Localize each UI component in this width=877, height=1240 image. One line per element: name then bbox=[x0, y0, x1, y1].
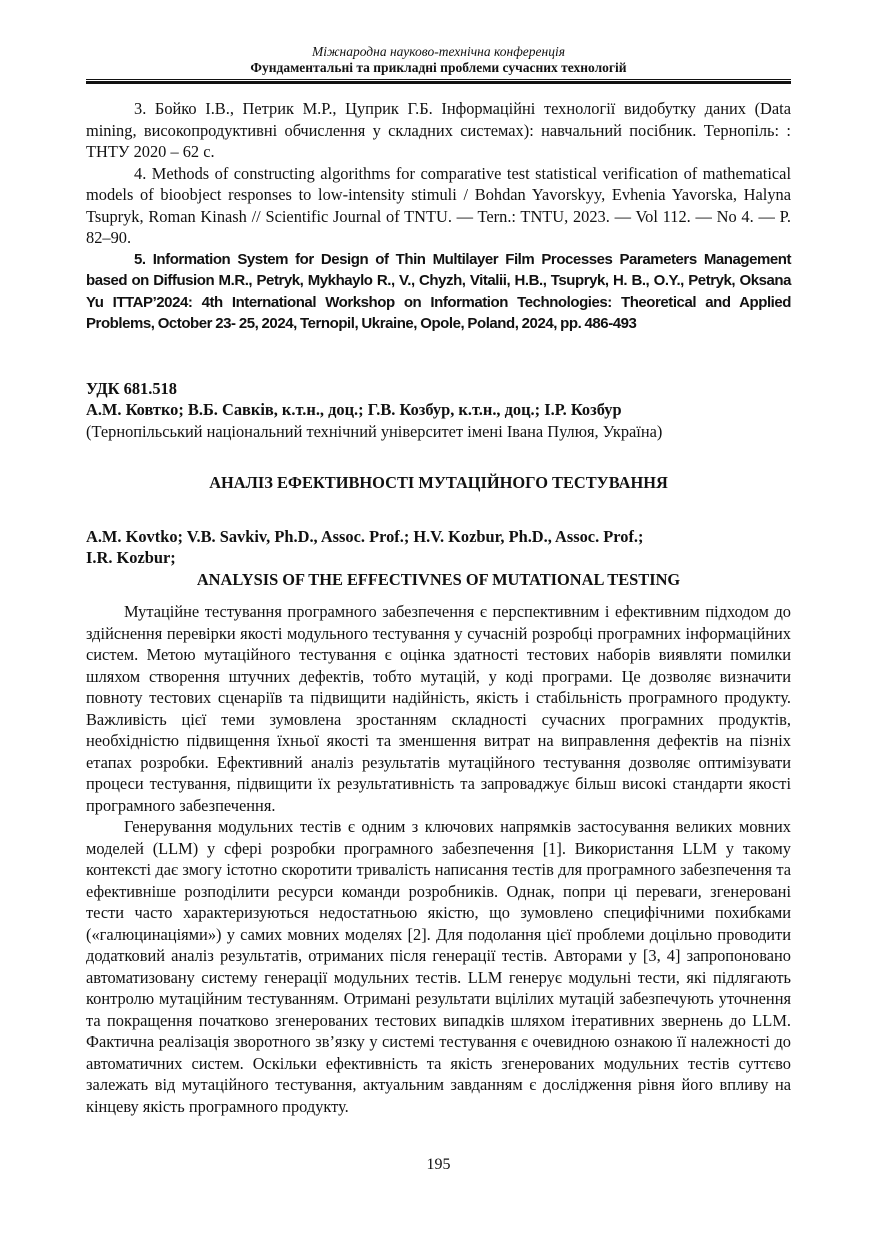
article-body bbox=[86, 601, 791, 1117]
body-paragraph: Мутаційне тестування програмного забезпечення є перспективним і ефективним підходом до здійснення перевірки якості модульного тестування у сучасній розробці програмних інформаційних систем. Метою мутаційного тестування є оцінка здатності тестових наборів виявляти помилки шляхом створення штучних дефектів, тобто мутацій, у коді програми. Це дозволяє визначити повноту тестових сценаріїв та підвищити надійність, якість і стабільність програмного продукту. Важливість цієї теми зумовлена зростанням складності сучасних програмних продуктів, необхідністю підвищення їхньої якості та зменшення витрат на виправлення дефектів на пізніх етапах розробки. Ефективний аналіз результатів мутаційного тестування дозволяє оптимізувати процеси тестування, підвищити їх результативність та запроваджує більш високі стандарти якості програмного забезпечення. bbox=[86, 602, 791, 815]
authors-english-line1: A.M. Kovtko; V.B. Savkiv, Ph.D., Assoc. Prof.; H.V. Kozbur, Ph.D., Assoc. Prof.; bbox=[86, 526, 644, 546]
header-rule-thin bbox=[86, 79, 791, 80]
reference-item: 5. Information System for Design of Thin Multilayer Film Processes Parameters Management based on Diffusion M.R., Petryk, Mykhaylo R., V., Chyzh, Vitalii, H.B., Tsupryk, H. B., O.Y., Petryk, Oksana Yu ITTAP’2024: 4th International Workshop on Information Technologies: Theoretical and Applied Problems, October 23- 25, 2024, Ternopil, Ukraine, Opole, Poland, 2024, pp. 486-493 bbox=[86, 250, 791, 332]
main-text-column bbox=[86, 98, 791, 1117]
conference-name: Міжнародна науково-технічна конференція bbox=[311, 44, 566, 59]
header-rule-thick bbox=[86, 81, 791, 84]
affiliation: (Тернопільський національний технічний університет імені Івана Пулюя, Україна) bbox=[86, 421, 663, 441]
article-header bbox=[86, 378, 791, 591]
reference-item: 3. Бойко І.В., Петрик М.Р., Цуприк Г.Б. Інформаційні технології видобутку даних (Data mining, високопродуктивні обчислення у складних системах): навчальний посібник. Тернопіль: : ТНТУ 2020 – 62 с. bbox=[86, 99, 791, 161]
article-title-ukrainian: АНАЛІЗ ЕФЕКТИВНОСТІ МУТАЦІЙНОГО ТЕСТУВАННЯ bbox=[209, 473, 668, 492]
page-number: 195 bbox=[426, 1156, 451, 1173]
authors-english-line2: I.R. Kozbur; bbox=[86, 548, 176, 567]
body-paragraph: Генерування модульних тестів є одним з ключових напрямків застосування великих мовних моделей (LLM) у сфері розробки програмного забезпечення [1]. Використання LLM у такому контексті дає змогу істотно скоротити тривалість написання тестів для програмного забезпечення та ефективніше розподілити ресурси команди розробників. Однак, попри ці переваги, згенеровані тести часто характеризуються недостатньою якістю, що зумовлено специфічними похибками («галюцинаціями») у самих мовних моделях [2]. Для подолання цієї проблеми доцільно проводити додатковий аналіз результатів, отриманих після генерації тестів. Авторами у [3, 4] запропоновано автоматизовану систему генерації модульних тестів. LLM генерує модульні тести, які підлягають контролю мутаційним тестуванням. Отримані результати вцілілих мутацій забезпечують уточнення та покращення початково згенерованих тестових випадків шляхом ітеративних звернень до LLM. Фактична реалізація зворотного зв’язку у системі тестування є очевидною ознакою її належності до автоматичних систем. Оскільки ефективність та якість згенерованих модульних тестів суттєво залежать від мутаційного тестування, актуальним завданням є дослідження рівня його впливу на кінцеву якість програмного продукту. bbox=[86, 817, 791, 1116]
conference-title: Фундаментальні та прикладні проблеми сучасних технологій bbox=[250, 60, 627, 75]
running-header bbox=[86, 44, 791, 76]
reference-item: 4. Methods of constructing algorithms for comparative test statistical verification of mathematical models of bioobject responses to low-intensity stimuli / Bohdan Yavorskyy, Evhenia Yavorska, Halyna Tsupryk, Roman Kinash // Scientific Journal of TNTU. — Tern.: TNTU, 2023. — Vol 112. — No 4. — P. 82–90. bbox=[86, 163, 791, 247]
authors-ukrainian: А.М. Ковтко; В.Б. Савків, к.т.н., доц.; Г.В. Козбур, к.т.н., доц.; І.Р. Козбур bbox=[86, 400, 622, 419]
authors-english bbox=[86, 526, 791, 569]
article-title-english: ANALYSIS OF THE EFFECTIVNES OF MUTATIONAL TESTING bbox=[196, 569, 681, 589]
udc-code: УДК 681.518 bbox=[86, 378, 177, 398]
